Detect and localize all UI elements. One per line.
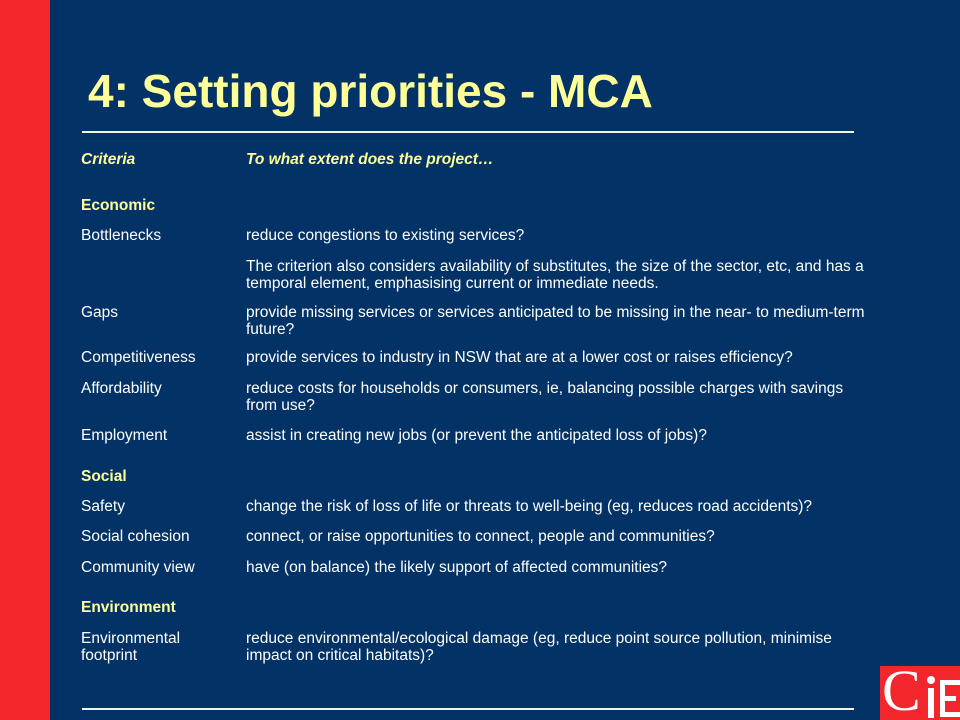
- section-label: Social: [81, 468, 127, 485]
- criterion-cell: Environmental footprint: [81, 630, 181, 664]
- criterion-cell: Bottlenecks: [81, 227, 162, 244]
- description-cell: connect, or raise opportunities to connect, people and communities?: [246, 528, 715, 545]
- description-cell: have (on balance) the likely support of affected communities?: [246, 559, 668, 576]
- description-cell: The criterion also considers availability of substitutes, the size of the sector, etc, and has a temporal element, emphasising current or immediate needs.: [246, 258, 864, 292]
- criterion-cell: Affordability: [81, 380, 162, 397]
- criterion-cell: Employment: [81, 427, 168, 444]
- slide-title: 4: Setting priorities - MCA: [88, 65, 653, 117]
- description-cell: reduce costs for households or consumers, ie, balancing possible charges with savings from use?: [246, 380, 844, 414]
- bottom-divider: [82, 708, 854, 710]
- description-cell: reduce environmental/ecological damage (eg, reduce point source pollution, minimise impact on critical habitats)?: [246, 630, 832, 664]
- criterion-cell: Community view: [81, 559, 195, 576]
- section-label: Economic: [81, 197, 156, 214]
- description-cell: provide missing services or services anticipated to be missing in the near- to medium-term future?: [246, 304, 865, 338]
- logo-i-dot: [927, 676, 935, 684]
- logo-e-bar-middle: [940, 696, 956, 701]
- criterion-cell: Gaps: [81, 304, 119, 321]
- criterion-cell: Competitiveness: [81, 349, 196, 366]
- description-cell: reduce congestions to existing services?: [246, 227, 525, 244]
- question-column-header: To what extent does the project…: [246, 151, 494, 168]
- description-cell: change the risk of loss of life or threats to well-being (eg, reduces road accidents)?: [246, 498, 813, 515]
- section-label: Environment: [81, 599, 176, 616]
- criteria-column-header: Criteria: [81, 151, 136, 168]
- logo-i-stem: [928, 688, 934, 718]
- cie-logo: [880, 666, 960, 720]
- description-cell: assist in creating new jobs (or prevent the anticipated loss of jobs)?: [246, 427, 707, 444]
- criterion-cell: Safety: [81, 498, 125, 515]
- description-cell: provide services to industry in NSW that are at a lower cost or raises efficiency?: [246, 349, 793, 366]
- logo-e-bar-bottom: [940, 712, 960, 717]
- logo-letter-c: C: [882, 666, 921, 720]
- top-divider: [82, 131, 854, 133]
- logo-e-bar-top: [940, 680, 960, 685]
- left-accent-bar: [0, 0, 50, 720]
- criterion-cell: Social cohesion: [81, 528, 190, 545]
